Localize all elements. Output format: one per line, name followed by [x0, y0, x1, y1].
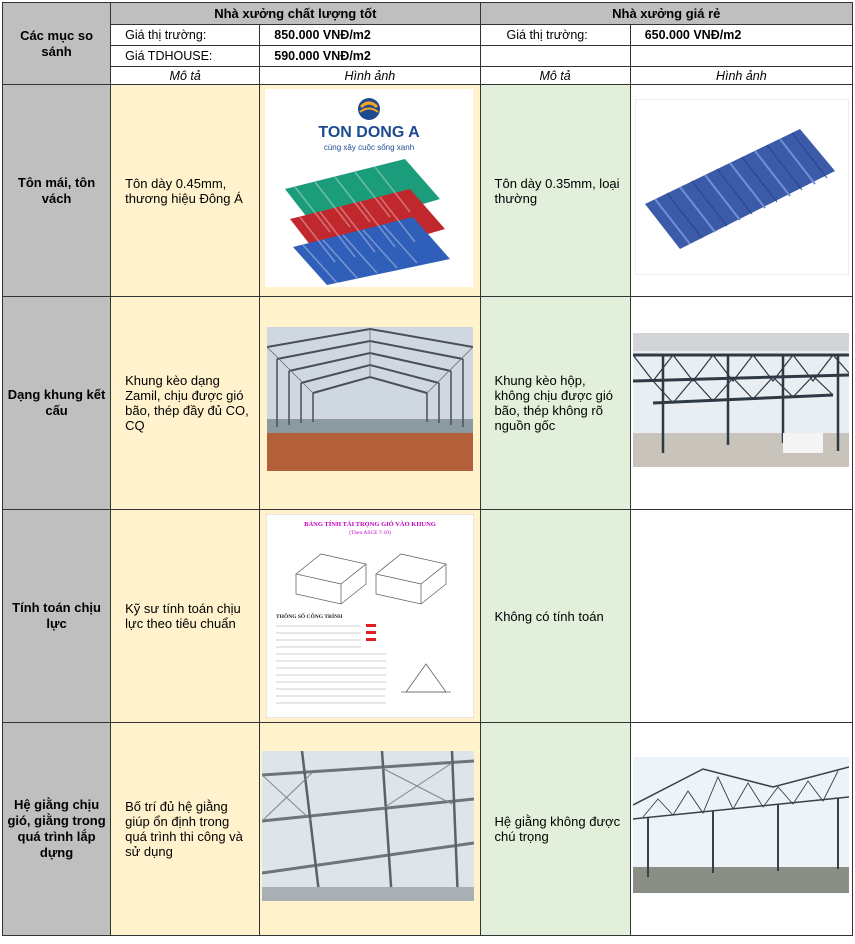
good-desc-col: Mô tả [111, 67, 260, 85]
cheap-image-frame [630, 297, 852, 510]
ton-dong-a-image [265, 89, 473, 287]
good-desc-frame: Khung kèo dạng Zamil, chịu được gió bão, thép đầy đủ CO, CQ [111, 297, 260, 510]
cheap-desc-frame: Khung kèo hộp, không chịu được gió bão, thép không rõ nguồn gốc [480, 297, 630, 510]
cheap-img-col: Hình ảnh [630, 67, 852, 85]
cheap-market-price: 650.000 VNĐ/m2 [630, 25, 852, 46]
good-img-col: Hình ảnh [260, 67, 480, 85]
cheap-desc-col: Mô tả [480, 67, 630, 85]
good-title: Nhà xưởng chất lượng tốt [111, 3, 480, 25]
cheap-image-bracing [630, 723, 852, 936]
cheap-desc-calc: Không có tính toán [480, 510, 630, 723]
empty-cell [630, 46, 852, 67]
good-image-roof [260, 85, 480, 297]
compare-label: Các mục so sánh [3, 3, 111, 85]
row-label-frame: Dạng khung kết cấu [3, 297, 111, 510]
calc-section: THÔNG SỐ CÔNG TRÌNH [276, 614, 343, 620]
empty-cell [480, 46, 630, 67]
row-label-bracing: Hệ giằng chịu gió, giằng trong quá trình lắp dựng [3, 723, 111, 936]
tdhouse-price: 590.000 VNĐ/m2 [260, 46, 480, 67]
comparison-table [2, 2, 853, 936]
good-market-price: 850.000 VNĐ/m2 [260, 25, 480, 46]
cheap-image-calc-empty [630, 510, 852, 723]
cheap-desc-bracing: Hệ giằng không được chú trọng [480, 723, 630, 936]
good-desc-roof: Tôn dày 0.45mm, thương hiệu Đông Á [111, 85, 260, 297]
good-desc-bracing: Bố trí đủ hệ giằng giúp ổn định trong quá trình thi công và sử dụng [111, 723, 260, 936]
cheap-desc-roof: Tôn dày 0.35mm, loại thường [480, 85, 630, 297]
box-frame-photo [633, 333, 849, 467]
bracing-photo [262, 751, 474, 901]
zamil-frame-photo [267, 327, 473, 471]
cheap-title: Nhà xưởng giá rẻ [480, 3, 852, 25]
row-label-calc: Tính toán chịu lực [3, 510, 111, 723]
wind-load-calc-sheet [266, 514, 474, 718]
good-market-price-label: Giá thị trường: [111, 25, 260, 46]
ton-slogan: cùng xây cuộc sống xanh [324, 143, 415, 152]
good-image-bracing [260, 723, 480, 936]
good-desc-calc: Kỹ sư tính toán chịu lực theo tiêu chuẩn [111, 510, 260, 723]
cheap-image-roof [630, 85, 852, 297]
row-label-roof: Tôn mái, tôn vách [3, 85, 111, 297]
good-image-calc [260, 510, 480, 723]
good-image-frame [260, 297, 480, 510]
calc-title: BẢNG TÍNH TẢI TRỌNG GIÓ VÀO KHUNG [304, 521, 437, 528]
cheap-market-price-label: Giá thị trường: [480, 25, 630, 46]
weak-bracing-photo [633, 757, 849, 893]
blue-roof-sheet-image [635, 99, 849, 275]
tdhouse-price-label: Giá TDHOUSE: [111, 46, 260, 67]
ton-brand: TON DONG A [318, 124, 420, 141]
calc-subtitle: (Theo ASCE 7-10) [349, 530, 392, 536]
